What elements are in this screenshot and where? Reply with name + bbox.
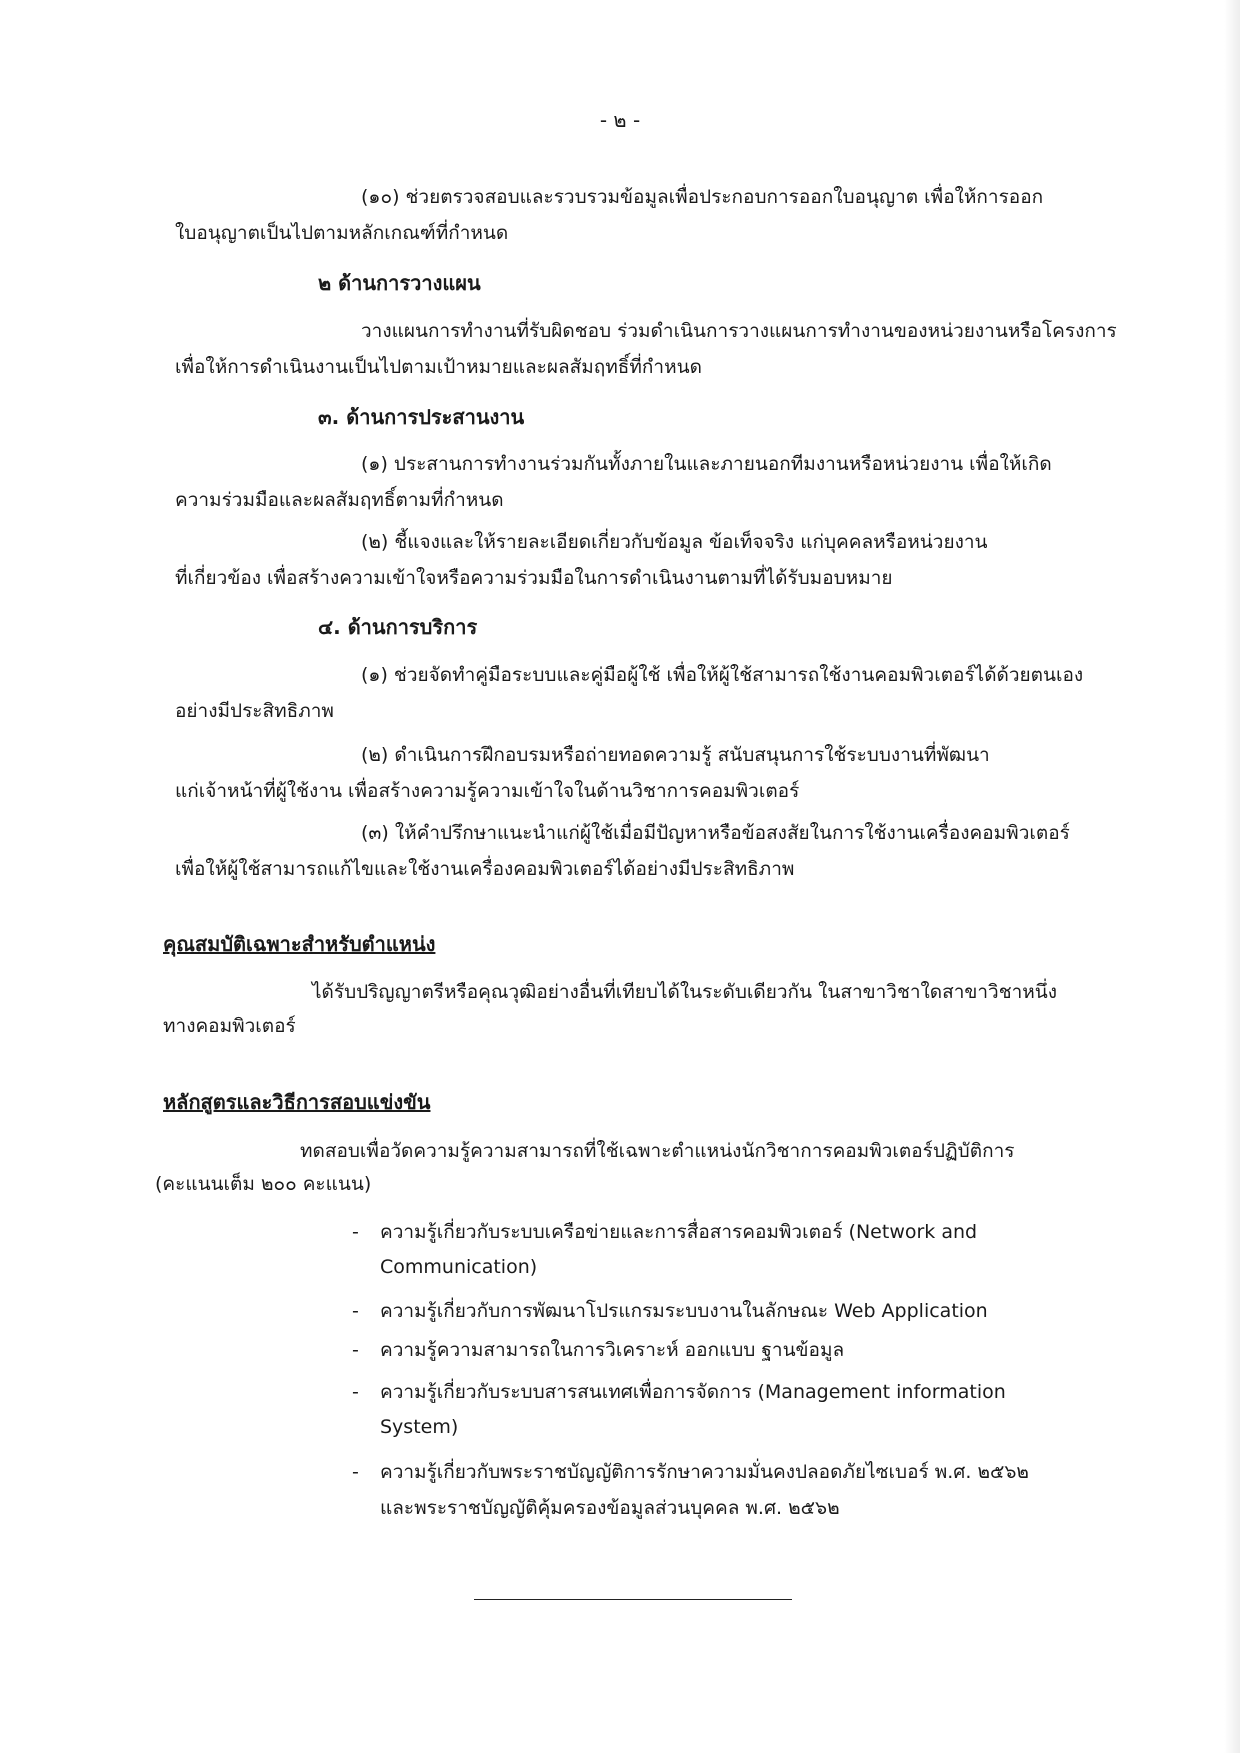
- heading-planning: ๒ ด้านการวางแผน: [318, 271, 481, 295]
- qualifications-line-1: ได้รับปริญญาตรีหรือคุณวุฒิอย่างอื่นที่เทียบได้ในระดับเดียวกัน ในสาขาวิชาใดสาขาวิชาหนึ่ง: [312, 981, 1058, 1003]
- exam-bullet-3-line-1: ความรู้ความสามารถในการวิเคราะห์ ออกแบบ ฐานข้อมูล: [380, 1339, 845, 1361]
- service-item-2-line-1: (๒) ดำเนินการฝึกอบรมหรือถ่ายทอดความรู้ สนับสนุนการใช้ระบบงานที่พัฒนา: [361, 744, 990, 766]
- exam-bullet-2-line-1: ความรู้เกี่ยวกับการพัฒนาโปรแกรมระบบงานในลักษณะ Web Application: [380, 1300, 988, 1322]
- exam-bullet-5-line-1: ความรู้เกี่ยวกับพระราชบัญญัติการรักษาความมั่นคงปลอดภัยไซเบอร์ พ.ศ. ๒๕๖๒: [380, 1461, 1029, 1483]
- bottom-rule-divider: [474, 1599, 792, 1600]
- service-item-3-line-1: (๓) ให้คำปรึกษาแนะนำแก่ผู้ใช้เมื่อมีปัญหาหรือข้อสงสัยในการใช้งานเครื่องคอมพิวเตอร์: [361, 822, 1070, 844]
- exam-bullet-4-line-2: System): [380, 1416, 459, 1438]
- bullet-marker: -: [352, 1381, 359, 1403]
- exam-title: หลักสูตรและวิธีการสอบแข่งขัน: [163, 1090, 431, 1114]
- exam-bullet-1-line-1: ความรู้เกี่ยวกับระบบเครือข่ายและการสื่อสารคอมพิวเตอร์ (Network and: [380, 1221, 978, 1243]
- service-item-1-line-1: (๑) ช่วยจัดทำคู่มือระบบและคู่มือผู้ใช้ เพื่อให้ผู้ใช้สามารถใช้งานคอมพิวเตอร์ได้ด้วยตนเอง: [361, 664, 1084, 686]
- page-number: - ๒ -: [599, 108, 641, 132]
- bullet-marker: -: [352, 1339, 359, 1361]
- bullet-marker: -: [352, 1300, 359, 1322]
- coordination-item-2-line-1: (๒) ชี้แจงและให้รายละเอียดเกี่ยวกับข้อมูล ข้อเท็จจริง แก่บุคคลหรือหน่วยงาน: [361, 531, 988, 553]
- qualifications-title: คุณสมบัติเฉพาะสำหรับตำแหน่ง: [163, 932, 436, 956]
- bullet-marker: -: [352, 1221, 359, 1243]
- qualifications-line-2: ทางคอมพิวเตอร์: [163, 1015, 296, 1037]
- section-10-line-2: ใบอนุญาตเป็นไปตามหลักเกณฑ์ที่กำหนด: [175, 222, 509, 244]
- exam-line-2: (คะแนนเต็ม ๒๐๐ คะแนน): [155, 1173, 372, 1195]
- coordination-item-1-line-1: (๑) ประสานการทำงานร่วมกันทั้งภายในและภายนอกทีมงานหรือหน่วยงาน เพื่อให้เกิด: [361, 453, 1052, 475]
- coordination-item-2-line-2: ที่เกี่ยวข้อง เพื่อสร้างความเข้าใจหรือความร่วมมือในการดำเนินงานตามที่ได้รับมอบหมาย: [175, 567, 893, 589]
- planning-line-1: วางแผนการทำงานที่รับผิดชอบ ร่วมดำเนินการวางแผนการทำงานของหน่วยงานหรือโครงการ: [361, 320, 1117, 342]
- exam-bullet-4-line-1: ความรู้เกี่ยวกับระบบสารสนเทศเพื่อการจัดการ (Management information: [380, 1381, 1006, 1403]
- exam-bullet-5-line-2: และพระราชบัญญัติคุ้มครองข้อมูลส่วนบุคคล พ.ศ. ๒๕๖๒: [380, 1497, 840, 1519]
- exam-line-1: ทดสอบเพื่อวัดความรู้ความสามารถที่ใช้เฉพาะตำแหน่งนักวิชาการคอมพิวเตอร์ปฏิบัติการ: [300, 1140, 1015, 1162]
- exam-bullet-1-line-2: Communication): [380, 1256, 538, 1278]
- bullet-marker: -: [352, 1461, 359, 1483]
- service-item-3-line-2: เพื่อให้ผู้ใช้สามารถแก้ไขและใช้งานเครื่องคอมพิวเตอร์ได้อย่างมีประสิทธิภาพ: [175, 858, 795, 880]
- service-item-2-line-2: แก่เจ้าหน้าที่ผู้ใช้งาน เพื่อสร้างความรู้ความเข้าใจในด้านวิชาการคอมพิวเตอร์: [175, 780, 800, 802]
- section-10-line-1: (๑๐) ช่วยตรวจสอบและรวบรวมข้อมูลเพื่อประกอบการออกใบอนุญาต เพื่อให้การออก: [361, 186, 1044, 208]
- heading-coordination: ๓. ด้านการประสานงาน: [318, 405, 525, 429]
- coordination-item-1-line-2: ความร่วมมือและผลสัมฤทธิ์ตามที่กำหนด: [175, 489, 504, 511]
- page-edge-shadow: [1224, 0, 1240, 1753]
- service-item-1-line-2: อย่างมีประสิทธิภาพ: [175, 700, 334, 722]
- heading-service: ๔. ด้านการบริการ: [318, 615, 478, 639]
- planning-line-2: เพื่อให้การดำเนินงานเป็นไปตามเป้าหมายและผลสัมฤทธิ์ที่กำหนด: [175, 356, 702, 378]
